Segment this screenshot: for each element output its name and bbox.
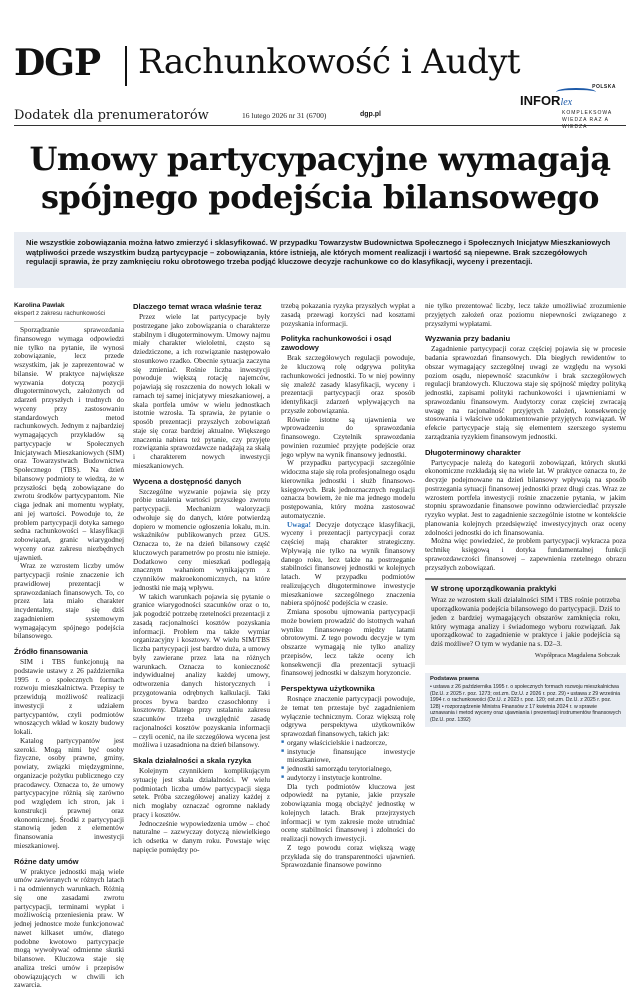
- paragraph-text: Decyzje dotyczące klasyfikacji, wyceny i prezentacji partycypacji coraz częściej mają charakter strategiczny. Wpływają nie tylko na wynik finansowy danego roku, lecz także na postrzeganie stabilności finansowej jednostki w kolejnych latach. W przypadku podmiotów realizujących długoterminowe inwestycje mieszkaniowe szczególnego znaczenia nabiera spójność podejścia w czasie.: [281, 520, 415, 608]
- logo-polska: POLSKA: [592, 84, 616, 90]
- author-role: ekspert z zakresu rachunkowości: [14, 310, 124, 322]
- column-4: [425, 302, 626, 727]
- author-name: Karolina Pawlak: [14, 302, 124, 310]
- paragraph: Sporządzanie sprawozdania finansowego wymaga odpowiedzi nie tylko na pytanie, ile wynosi zobowiązanie, lecz przede wszystkim, jak je zaprezentować w bilansie. W praktyce największe wyzwania dotyczą pozycji długoterminowych, założonych od zdarzeń przyszłych i trudnych do wyceny przy zastosowaniu standardowych metod rachunkowych. Jednym z najbardziej wymagających przykładów są partycypacje w Społecznych Inicjatywach Mieszkaniowych (SIM) oraz Towarzystwach Budownictwa Społecznego (TBS). Na dzień bilansowy podmioty te wiedzą, że w przyszłości będą zobowiązane do zwrotu środków partycypantom. Nie ciąga jednak ani momentu wypłaty, ani jej wartości. Powoduje to, że problem partycypacji dotyka samego sedna rachunkowości – klasyfikacji zobowiązań, granic wiarygodnej wyceny oraz zakresu niezbędnych ujawnień.: [14, 326, 124, 562]
- subheading: Wycena a dostępność danych: [133, 477, 270, 486]
- paragraph: Rosnące znaczenie partycypacji powoduje, że temat ten przestaje być zagadnieniem wyłącznie technicznym. Coraz większą rolę odgrywa perspektywa użytkowników sprawozdań finansowych, takich jak:: [281, 695, 415, 739]
- box-text: Wraz ze wzrostem skali działalności SIM i TBS rośnie potrzeba uporządkowania podejścia bilansowego do partycypacji. Dziś to jeden z bardziej wymagających obszarów zamknięcia roku, który wymaga analizy i świadomego wyboru rozwiązań. Jak uporządkować to zagadnienie w praktyce i jakie podejścia są dziś możliwe? O tym w wydanie na s. D2–3.: [431, 596, 620, 649]
- column-1: [14, 302, 124, 990]
- subheading: Wyzwania przy badaniu: [425, 334, 626, 343]
- section-title: Rachunkowość i Audyt: [138, 42, 520, 82]
- article-headline: Umowy partycypacyjne wymagają spójnego podejścia bilansowego: [0, 140, 640, 216]
- list-item: ■ audytorzy i instytucje kontrolne.: [281, 774, 415, 783]
- site-link[interactable]: dgp.pl: [360, 111, 381, 118]
- summary-box: [425, 578, 626, 664]
- supplement-label: Dodatek dla prenumeratorów: [14, 108, 209, 123]
- paragraph: Katalog partycypantów jest szeroki. Mogą nimi być osoby fizyczne, osoby prawne, gminy, powiaty, związki międzygminne, organizacje pożytku publicznego czy pracodawcy. Oznacza to, że umowy partycypacyjne różnią się zarówno pod względem ich stron, jak i konstrukcji prawnej oraz ekonomicznej. Środki z partycypacji stanowią jeden z elementów finansowania inwestycji mieszkaniowej.: [14, 737, 124, 851]
- legal-title: Podstawa prawna: [430, 676, 621, 683]
- subheading: Dlaczego temat wraca właśnie teraz: [133, 302, 270, 311]
- paragraph: Szczególne wyzwanie pojawia się przy próbie ustalenia wartości przyszłego zwrotu partycypacji. Mechanizm waloryzacji odwołuje się do danych, które potwierdzą dopiero w momencie ogłoszenia lokalu, m.in. wskaźników publikowanych przez GUS. Oznacza to, że na dzień bilansowy część kluczowych parametrów po prostu nie istnieje. Dodatkowo ceny mieszkań podlegają znacznym wahaniom wynikającym z czynników makroekonomicznych, na które jednostki nie mają wpływu.: [133, 488, 270, 593]
- paragraph: W przypadku partycypacji szczególnie widoczna staje się rola profesjonalnego osądu kierownika jednostki i służb finansowo-księgowych. Brak jednoznacznych regulacji oznacza bowiem, że nie ma jednego modelu postępowania, który można zastosować automatycznie.: [281, 459, 415, 520]
- paragraph: W praktyce jednostki mają wiele umów zawieranych w różnych latach i na odmiennych warunkach. Różnią się one zasadami zwrotu partycypacji, terminami wypłat i możliwością przeniesienia praw. W jednej jednostce może funkcjonować nawet kilkaset umów, dlatego podobne kwotowo partycypacje mogą wywoływać odmienne skutki bilansowe. Kluczowa staje się analiza treści umów i przepisów obowiązujących w chwili ich zawarcia.: [14, 868, 124, 990]
- logo-lex: lex: [560, 97, 572, 108]
- paragraph: W takich warunkach pojawia się pytanie o granice wiarygodności szacunków oraz o to, jak pogodzić potrzebę rzetelności prezentacji z zasadą racjonalności kosztów pozyskania informacji. Problem ma także wymiar organizacyjny i kosztowy. W wielu SIM/TBS liczba partycypacji jest bardzo duża, a umowy były zawierane przez lata na różnych warunkach. Oznacza to konieczność indywidualnej analizy każdej umowy, odtworzenia danych historycznych i przygotowania odrębnych kalkulacji. Taki proces bywa bardzo czasochłonny i kosztowny. Dlatego przy ustalaniu zakresu szacunków trzeba uwzględnić zasadę racjonalności kosztów pozyskania informacji – czyli ocenić, na ile szczegółowa wycena jest możliwa i uzasadniona na dzień bilansowy.: [133, 593, 270, 751]
- paragraph: nie tylko prezentować liczby, lecz także umożliwiać zrozumienie przyjętych założeń oraz poziomu niepewności związanego z przyszłymi wypłatami.: [425, 302, 626, 328]
- subheading: Polityka rachunkowości i osąd zawodowy: [281, 334, 415, 352]
- paragraph: Dla tych podmiotów kluczowa jest odpowiedź na pytanie, jakie przyszłe zobowiązania mogą obciążyć jednostkę w kolejnych latach. Brak przejrzystych informacji w tym zakresie może utrudniać ocenę stabilności finansowej i zdolności do realizacji nowych inwestycji.: [281, 783, 415, 844]
- paragraph: trzebą pokazania ryzyka przyszłych wypłat a zasadą przewagi korzyści nad kosztami pozyskania informacji.: [281, 302, 415, 328]
- subheading: Źródło finansowania: [14, 647, 124, 656]
- paragraph: Zagadnienie partycypacji coraz częściej pojawia się w procesie badania sprawozdań finansowych. Dla biegłych rewidentów to obszar wymagający szczególnej uwagi ze względu na wysoki poziom osądu, niepewność szacunków i brak szczegółowych regulacji branżowych. Kluczowa staje się spójność między polityką jednostki, zapisami polityki rachunkowości i ujawnieniami w sprawozdaniu finansowym. Audytorzy coraz częściej zwracają uwagę na racjonalność przyjętych założeń, konsekwencję stosowania i właściwe udokumentowanie przyjętych rozwiązań. W efekcie partycypacje stają się elementem szerszego systemu zarządzania ryzykiem finansowym jednostki.: [425, 345, 626, 441]
- paragraph: Wraz ze wzrostem liczby umów partycypacji rośnie znaczenie ich prawidłowej prezentacji w sprawozdaniach finansowych. To, co przez lata miało charakter incydentalny, staje się dziś zagadnieniem systemowym wymagającym spójnego podejścia bilansowego.: [14, 562, 124, 641]
- paragraph: Zmiana sposobu ujmowania partycypacji może bowiem prowadzić do istotnych wahań wyniku finansowego między latami obrotowymi. Z tego powodu decyzje w tym obszarze wymagają nie tylko analizy przepisów, lecz także oceny ich konsekwencji dla prezentacji sytuacji finansowej jednostki w dalszym horyzoncie.: [281, 608, 415, 678]
- paragraph: Kolejnym czynnikiem komplikującym sytuację jest skala działalności. W wielu podmiotach liczba umów partycypacji sięga setek. Próba szczegółowej analizy każdej z nich mogłaby oznaczać ogromne nakłady pracy i kosztów.: [133, 767, 270, 820]
- issue-info-bar: [14, 108, 626, 126]
- column-2: [133, 302, 270, 855]
- logo-name: [520, 93, 572, 108]
- paragraph: Partycypacje należą do kategorii zobowiązań, których skutki ekonomiczne rozkładają się na wiele lat. W praktyce oznacza to, że decyzje podejmowane na dzień bilansowy wpływają na sposób postrzegania sytuacji finansowej jednostki przez długi czas. Wraz ze wzrostem portfela inwestycji rośnie znaczenie pytania, w jakim stopniu sprawozdanie finansowe powinno odzwierciedlać przyszłe ryzyko wypłat. Jest to zagadnienie szczególnie istotne w kontekście planowania kolejnych przedsięwzięć inwestycyjnych oraz oceny zdolności jednostki do ich finansowania.: [425, 459, 626, 538]
- paragraph: Brak szczegółowych regulacji powoduje, że kluczową rolę odgrywa polityka rachunkowości jednostki. To w niej powinny się znaleźć zasady klasyfikacji, wyceny i prezentacji partycypacji oraz sposób identyfikacji zdarzeń wpływających na przyszłe zobowiązania.: [281, 354, 415, 415]
- masthead-divider: [125, 46, 127, 86]
- paragraph: Równie istotne są ujawnienia we wprowadzeniu do sprawozdania finansowego. Czytelnik sprawozdania powinien rozumieć przyjęte podejście oraz jego wpływ na wynik finansowy jednostki.: [281, 416, 415, 460]
- paragraph: Jednocześnie wypowiedzenia umów – choć naturalne – zazwyczay dotyczą niewielkiego ich odsetka w danym roku. Powstaje więc napięcie pomiędzy po-: [133, 820, 270, 855]
- paragraph: SIM i TBS funkcjonują na podstawie ustawy z 26 października 1995 r. o społecznych formach rozwoju mieszkalnictwa. Przepisy te przewidują możliwość realizacji inwestycji z udziałem partycypantów, czyli podmiotów wnoszących wkład w koszty budowy lokali.: [14, 658, 124, 737]
- subheading: Skala działalności a skala ryzyka: [133, 756, 270, 765]
- article-lead: Nie wszystkie zobowiązania można łatwo zmierzyć i sklasyfikować. W przypadku Towarzystw Budownictwa Społecznego i Społecznych Inicjatyw Mieszkaniowych wątpliwości przede wszystkim budzą partycypacje – zobowiązania, które istnieją, ale których moment realizacji i wartość są niepewne. Brak szczegółowych regulacji sprawia, że przy zamknięciu roku obrotowego trzeba podjąć kluczowe decyzje rachunkowe co do klasyfikacji, wyceny i prezentacji.: [14, 232, 626, 288]
- paragraph: Przez wiele lat partycypacje były postrzegane jako zobowiązania o charakterze stabilnym i długoterminowym. Umowy najmu miały charakter wieloletni, często są dziedziczone, a ich rozwiązanie następowało stosunkowo rzadko. Obecnie sytuacja zaczyna się zmieniać. Rośnie liczba inwestycji powoduje większą rotację najemców, pojawiają się roszczenia do nowych lokali w ramach tej samej inicjatywy mieszkaniowej, a skala portfela umów w wielu jednostkach istotnie wzrosła. Ta sprawia, że pytanie o sposób prezentacji przyszłych zobowiązań staje się coraz bardziej aktualne. Większego znaczenia nabiera też pytanie, czy przyjęte rozwiązania sprawozdawcze nadążają za skalą i charakterem nowych inwestycji mieszkaniowych.: [133, 313, 270, 471]
- list-item: ■ organy właścicielskie i nadzorcze,: [281, 739, 415, 748]
- subheading: Różne daty umów: [14, 857, 124, 866]
- box-title: W stronę uporządkowania praktyki: [431, 584, 620, 593]
- paragraph: Można więc powiedzieć, że problem partycypacji wykracza poza technikę księgową i dotyka fundamentalnej funkcji sprawozdawczości finansowej – zapewnienia rzetelnego obrazu przyszłych zobowiązań.: [425, 537, 626, 572]
- logo-infor: INFOR: [520, 93, 560, 108]
- paragraph: [281, 521, 415, 609]
- list-item: ■ jednostki samorządu terytorialnego,: [281, 765, 415, 774]
- subheading: Perspektywa użytkownika: [281, 684, 415, 693]
- box-signature: Współpraca Magdalena Sobczak: [431, 652, 620, 661]
- legal-basis-box: [425, 673, 626, 727]
- column-3: [281, 302, 415, 870]
- subheading: Długoterminowy charakter: [425, 448, 626, 457]
- brand-logo: DGP: [14, 42, 100, 84]
- paragraph: Z tego powodu coraz większą wagę przykłada się do transparentności ujawnień. Sprawozdanie finansowe powinno: [281, 844, 415, 870]
- legal-text: • ustawa z 26 października 1995 r. o społecznych formach rozwoju mieszkalnictwa (Dz.U. z 2025 r. poz. 1273; ost.zm. Dz.U. z 2026 r. poz. 29) • ustawa z 29 września 1994 r. o rachunkowości (Dz.U. z 2023 r. poz. 120; ost.zm. Dz.U. z 2025 r. poz. 128) • rozporządzenie Ministra Finansów z 17 kwietnia 2024 r. w sprawie uznawania i metod wyceny oraz ujawniania i prezentacji instrumentów finansowych (Dz.U. poz. 1392): [430, 684, 621, 724]
- issue-date: 16 lutego 2026 nr 31 (6700): [242, 111, 326, 120]
- logo-tagline: KOMPLEKSOWA WIEDZA RAZ A WIEDZA: [562, 110, 622, 131]
- uwaga-label: Uwaga!: [287, 520, 311, 529]
- list-item: ■ instytucje finansujące inwestycje mieszkaniowe,: [281, 748, 415, 766]
- masthead: [14, 42, 626, 90]
